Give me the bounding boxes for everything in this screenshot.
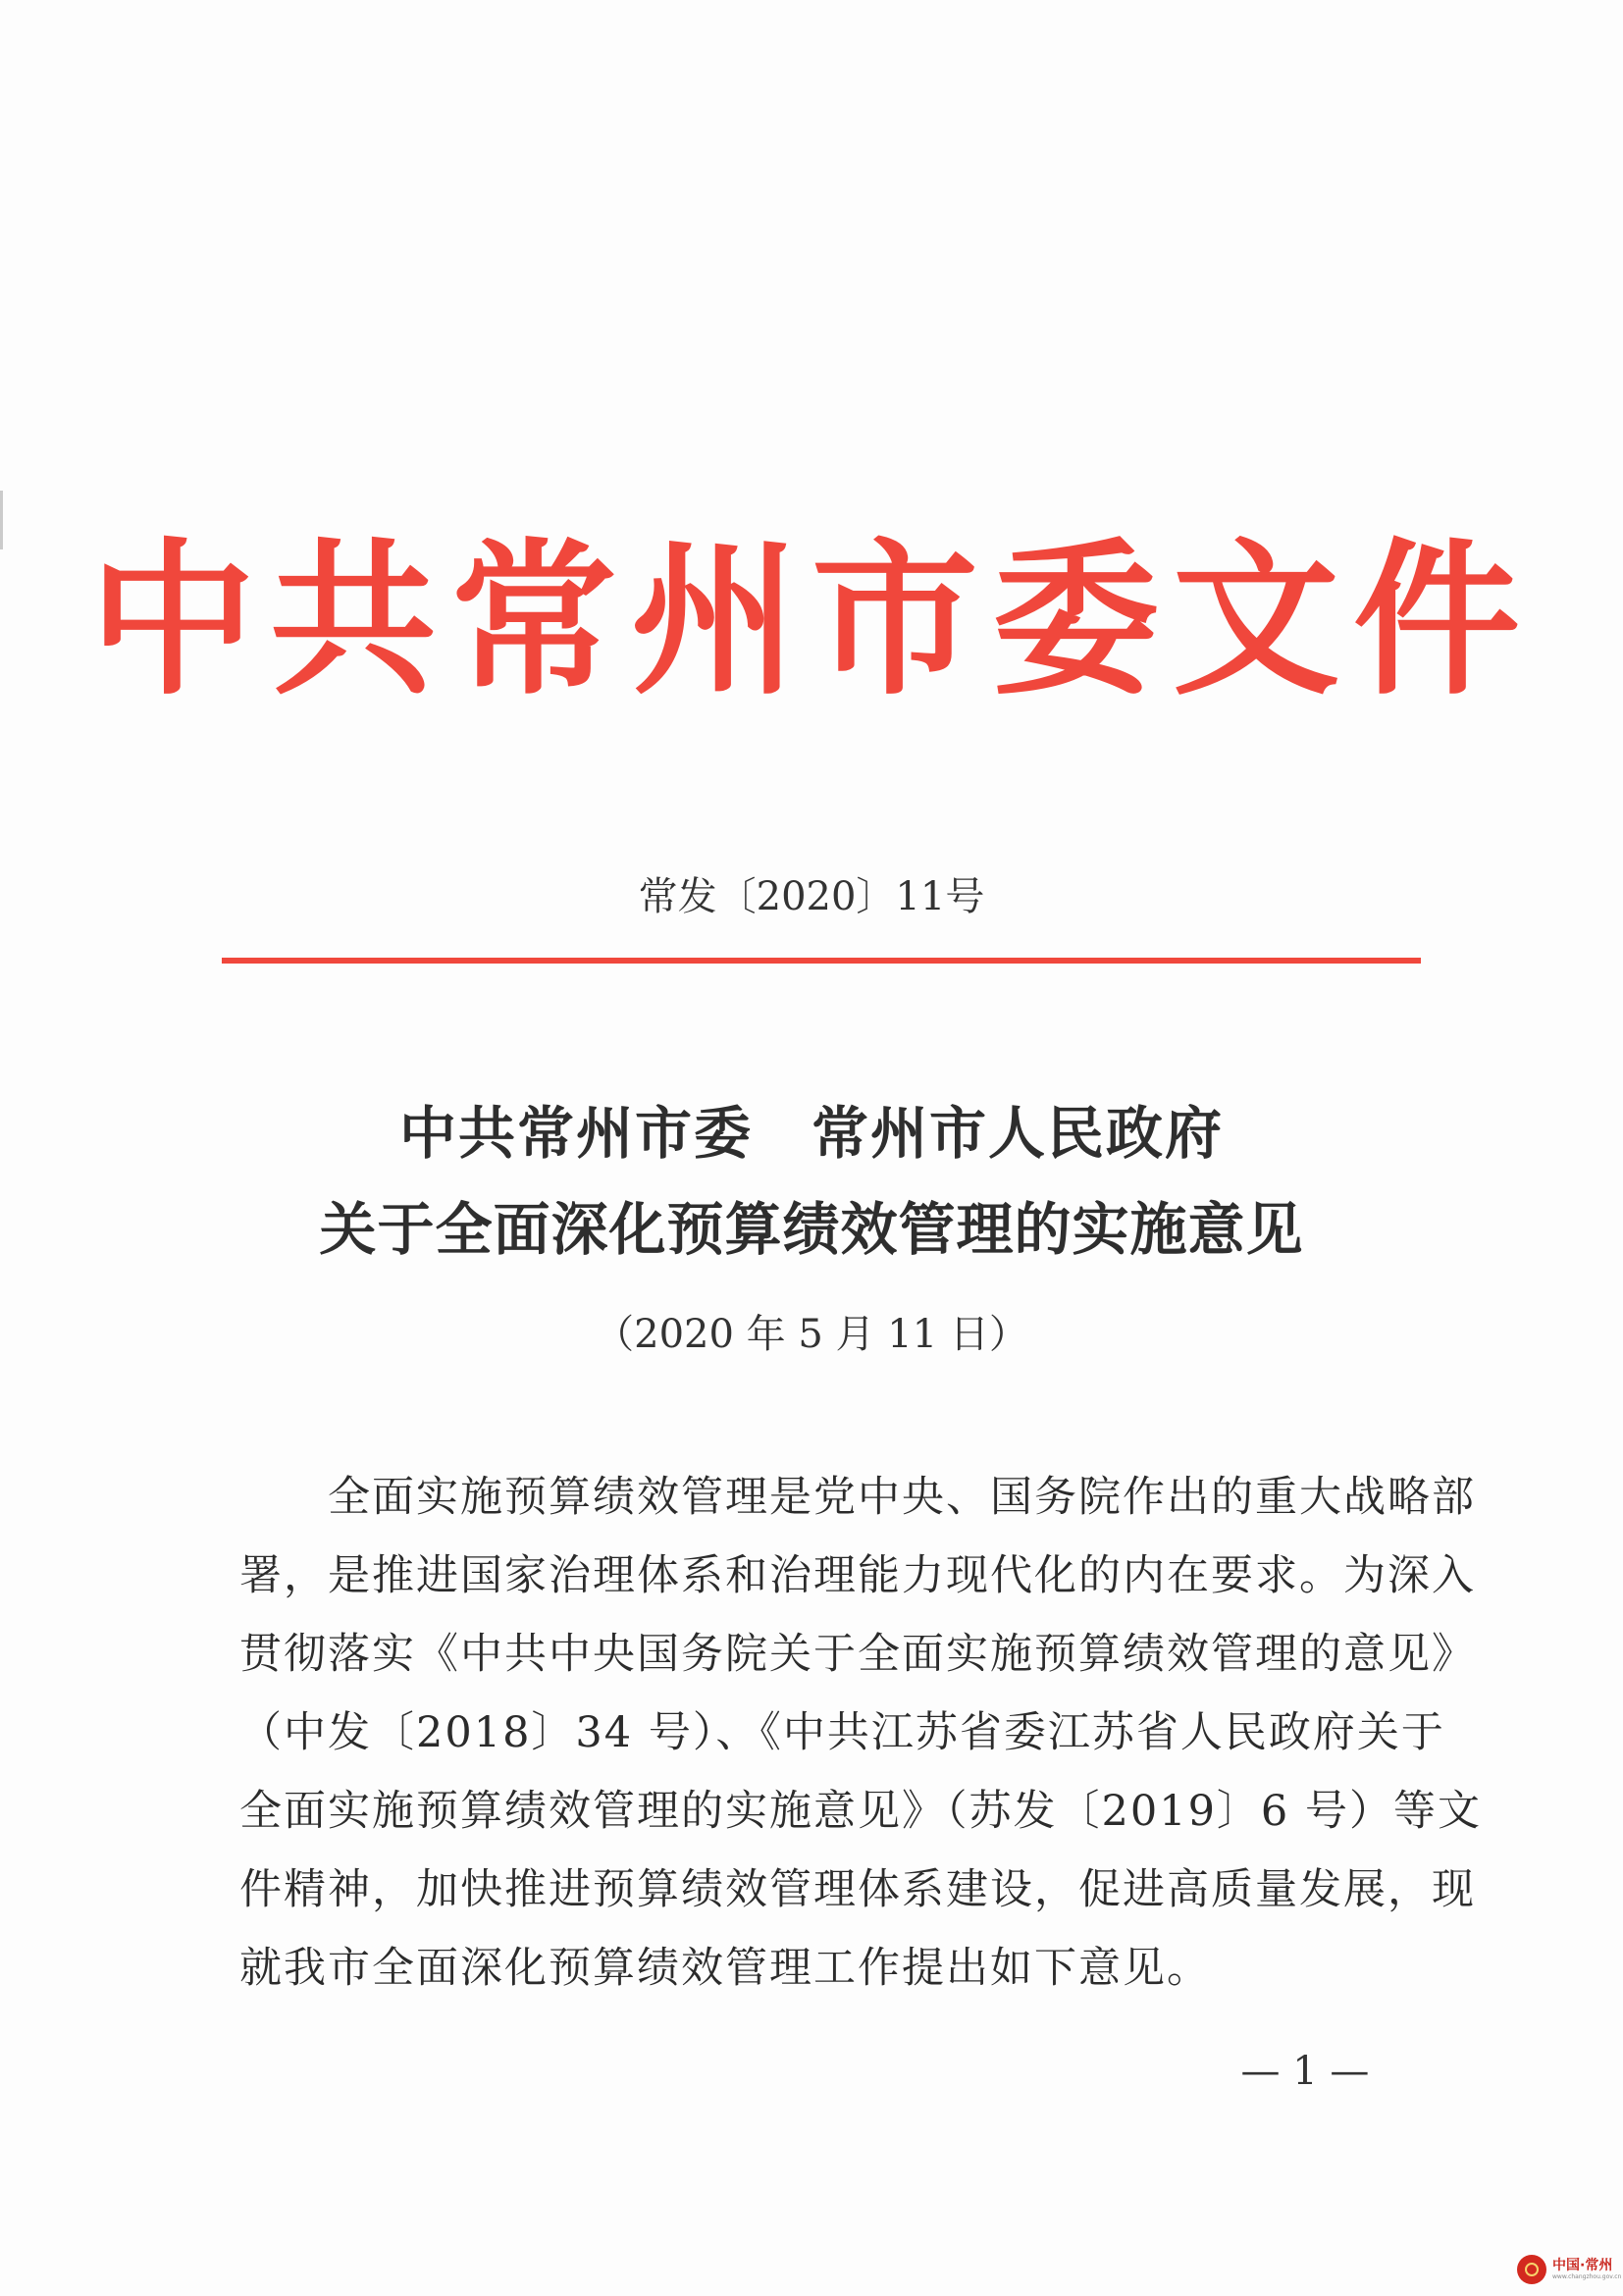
- body-line: 就我市全面深化预算绩效管理工作提出如下意见。: [239, 1944, 1211, 1993]
- site-watermark: [1517, 2255, 1621, 2284]
- document-title-line-1: 中共常州市委 常州市人民政府: [398, 1100, 1224, 1167]
- document-title-line-2: 关于全面深化预算绩效管理的实施意见: [319, 1196, 1304, 1263]
- body-line: 贯彻落实《中共中央国务院关于全面实施预算绩效管理的意见》: [239, 1630, 1476, 1679]
- body-line: 件精神，加快推进预算绩效管理体系建设，促进高质量发展，现: [239, 1865, 1476, 1914]
- document-date: （2020 年 5 月 11 日）: [595, 1312, 1028, 1357]
- body-line: 全面实施预算绩效管理的实施意见》（苏发〔2019〕6 号）等文: [239, 1787, 1482, 1836]
- document-masthead: 中共常州市委文件: [88, 524, 1534, 718]
- watermark-title: 中国·常州: [1552, 2258, 1613, 2273]
- page-number: — 1 —: [1240, 2049, 1370, 2094]
- watermark-text: [1552, 2259, 1621, 2280]
- watermark-url: www.changzhou.gov.cn: [1552, 2273, 1622, 2280]
- document-body: [239, 1458, 1482, 2008]
- body-line: （中发〔2018〕34 号）、《中共江苏省委江苏省人民政府关于: [239, 1708, 1445, 1757]
- body-line: 全面实施预算绩效管理是党中央、国务院作出的重大战略部: [239, 1473, 1476, 1522]
- emblem-icon: [1517, 2255, 1546, 2284]
- body-line: 署，是推进国家治理体系和治理能力现代化的内在要求。为深入: [239, 1551, 1476, 1600]
- document-number: 常发〔2020〕11号: [638, 874, 985, 919]
- red-separator-rule: [222, 958, 1421, 964]
